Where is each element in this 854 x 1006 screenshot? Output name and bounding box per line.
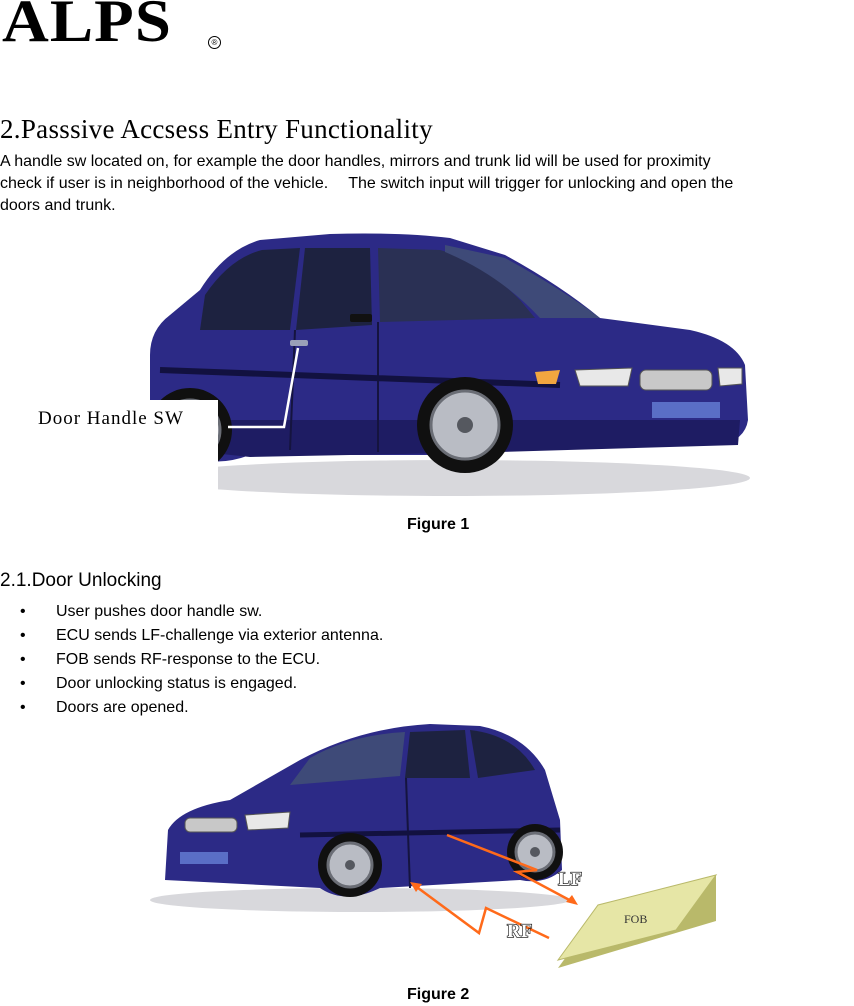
registered-mark: ® (208, 36, 221, 49)
side-mirror (350, 314, 372, 322)
headlight-left (575, 368, 632, 386)
bullet-icon: • (20, 651, 26, 668)
figure-2-car-fob-illustration (0, 705, 854, 975)
intro-line-3: doors and trunk. (0, 197, 116, 214)
intro-line-1: A handle sw located on, for example the door handles, mirrors and trunk lid will be used for proximity (0, 153, 711, 170)
bullet-icon: • (20, 627, 26, 644)
bullet-icon: • (20, 675, 26, 692)
rf-label: RF (507, 921, 533, 942)
number-plate (652, 402, 720, 418)
figure-1-caption: Figure 1 (407, 516, 470, 533)
intro-line-2b: The switch input will trigger for unlocking and open the (348, 175, 734, 192)
list-item: • Door unlocking status is engaged. (0, 673, 383, 697)
subsection-heading: 2.1.Door Unlocking (0, 570, 162, 591)
figure-1-car-illustration (0, 212, 854, 512)
number-plate-2 (180, 852, 228, 864)
door-handle-sw-label: Door Handle SW (38, 408, 184, 429)
intro-paragraph (0, 151, 854, 217)
rear-window (200, 248, 300, 330)
intro-line-2a: check if user is in neighborhood of the vehicle. (0, 175, 329, 192)
front-wheel (417, 377, 513, 473)
logo-wordmark: ALPS (2, 0, 172, 54)
intro-line-2 (0, 173, 854, 195)
rear-door-handle (290, 340, 308, 346)
front-wheel-2 (318, 833, 382, 897)
front-grille (640, 370, 712, 390)
figure-2-caption: Figure 2 (407, 986, 470, 1003)
front-grille-2 (185, 818, 237, 832)
front-door-window-2 (405, 730, 470, 778)
list-item: • FOB sends RF-response to the ECU. (0, 649, 383, 673)
fob-label: FOB (624, 912, 648, 926)
indicator-light (535, 370, 560, 384)
unlocking-steps-list (0, 601, 383, 721)
section-heading: 2.Passsive Accsess Entry Functionality (0, 114, 433, 144)
list-item: • ECU sends LF-challenge via exterior antenna. (0, 625, 383, 649)
headlight-right (718, 368, 742, 386)
headlight-2 (245, 812, 290, 830)
bullet-icon: • (20, 699, 26, 716)
list-item: • Doors are opened. (0, 697, 383, 721)
bullet-icon: • (20, 603, 26, 620)
list-item: • User pushes door handle sw. (0, 601, 383, 625)
lf-label: LF (558, 869, 583, 890)
alps-logo (2, 0, 224, 52)
